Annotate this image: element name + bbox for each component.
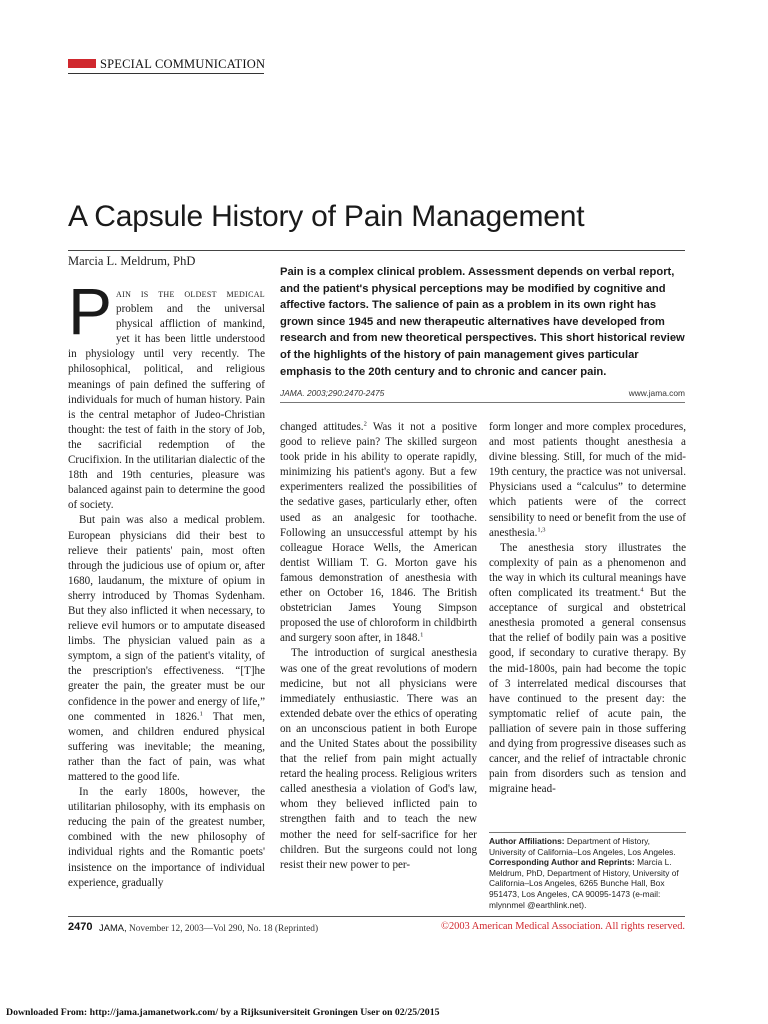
paragraph-text: The anesthesia story illustrates the complexity of pain as a phenomenon and the way in which its cultural meanings have often complicated its treatment. [489,541,686,600]
download-note: Downloaded From: http://jama.jamanetwork.com/ by a Rijksuniversiteit Groningen User on 02/25/2015 [6,1007,440,1018]
paragraph-text: form longer and more complex procedures, and most patients thought anesthesia a divine blessing. Still, for much of the mid-19th century, the practice was not universal. Physicians used a “calculus” to determine which patients were of the correct sensibility to need or benefit from the use of anesthesia. [489,421,686,539]
paragraph-text: But the acceptance of surgical and obstetrical anesthesia promoted a general consensus that the relief of bodily pain was a positive good, if secondary to curative therapy. By the mid-1800s, pain had become the topic of 3 interrelated medical discourses that have continued to the present day: the symptomatic relief of acute pain, the palliation of severe pain in those suffering and dying from progressive diseases such as cancer, and the relief of intractable chronic pain from disorders such as tension and migraine head- [489,587,686,796]
affiliations-rule [489,832,686,833]
page-number: 2470 [68,921,93,933]
footer-rule [68,916,685,917]
paragraph [68,513,265,785]
journal-name: JAMA, [99,922,127,933]
body-column-3 [489,420,686,797]
lead-in: ain is the oldest medical [116,288,265,300]
section-rule [68,73,264,74]
reference-marker[interactable]: 1 [420,631,424,639]
paragraph-text: Was it not a positive good to relieve pain? The skilled surgeon took pride in his ability to operate rapidly, minimizing his patient's agony. But a few experimenters realized the possibilities of the sedative gases, particularly ether, often used as an analgesic for toothache. Following an unsuccessful attempt by his colleague Horace Wells, the American dentist William T. G. Morton gave his famous demonstration of anesthesia with ether on October 16, 1846. The British obstetrician James Young Simpson proposed the use of chloroform in childbirth and surgery soon after, in 1848. [280,421,477,645]
paragraph [68,274,265,513]
affiliations-text: Department of History, University of California–Los Angeles, Los Angeles. [489,836,676,857]
corresponding-author-label: Corresponding Author and Reprints: [489,857,635,868]
issue-info: November 12, 2003—Vol 290, No. 18 (Reprinted) [126,924,319,934]
body-column-1 [68,274,265,891]
paragraph-text: The introduction of surgical anesthesia was one of the great revolutions of modern medicine, but not all physicians were immediately enthusiastic. There was an extended debate over the ethics of operating on an unconscious patient in both Europe and the United States about the possibility that the relief from pain might actually retard the healing process. Religious writers called anesthesia a violation of God's law, whom they believed inflicted pain to strengthen faith and to teach the new mother the need for self-sacrifice for her children. But the surgeons could not long resist their new power to per- [280,647,477,871]
paragraph [280,646,477,872]
journal-url[interactable]: www.jama.com [628,388,685,398]
article-title: A Capsule History of Pain Management [68,200,585,233]
section-label: SPECIAL COMMUNICATION [100,57,266,71]
journal-issue [99,922,318,934]
copyright-notice: ©2003 American Medical Association. All rights reserved. [441,921,685,932]
paragraph-text: But pain was also a medical problem. European physicians did their best to relieve their patients' pain, most often through the judicious use of opium or, after 1680, laudanum, the mixture of opium in sherry introduced by Thomas Sydenham. But they also inflicted it when necessary, to relieve evil humors or to amputate diseased limbs. The physician valued pain as a symptom, a sign of the patient's vitality, of the prescription's effectiveness. “[T]he greater the pain, the greater must be our confidence in the power and energy of life,” one commented in 1826. [68,514,265,723]
article-abstract: Pain is a complex clinical problem. Assessment depends on verbal report, and the patient's physical perceptions may be modified by cognitive and affective factors. The salience of pain as a problem in its own right has grown since 1945 and new therapeutic alternatives have developed from research and from new theoretical perspectives. This short historical review of the highlights of the history of pain management gives particular emphasis to the 20th century and to chronic and cancer pain. [280,266,685,378]
author-affiliations [489,836,687,910]
paragraph [489,541,686,798]
paragraph-text: In the early 1800s, however, the utilitarian philosophy, with its emphasis on reducing the pain of the greatest number, combined with the new philosophy of individual rights and the Romantic poets' insistence on the importance of individual experience, gradually [68,786,265,889]
paragraph-text: problem and the universal physical affliction of mankind, yet it has been little understood in physiology until very recently. The philosophical, political, and religious meanings of pain defined the suffering of individuals for much of human history. Pain is the central metaphor of Judeo-Christian thought: the test of faith in the story of Job, the sacrificial redemption of the Crucifixion. In the utilitarian dialectic of the 18th and 19th centuries, pleasure was balanced against pain to determine the good of society. [68,303,265,512]
reference-marker[interactable]: 1 [199,709,203,717]
article-author: Marcia L. Meldrum, PhD [68,254,196,268]
article-citation: JAMA. 2003;290:2470-2475 [280,388,385,398]
affiliations-label: Author Affiliations: [489,836,565,846]
corresponding-author-text: Marcia L. Meldrum, PhD, Department of History, University of California–Los Angeles, 6265 Bunche Hall, Box 951473, Los Angeles, CA 90095-1473 (e-mail: mlynnmel @earthlink.net). [489,857,679,910]
paragraph [68,785,265,891]
reference-marker[interactable]: 2 [363,420,367,428]
abstract-rule [280,402,685,403]
reference-marker[interactable]: 4 [640,586,644,594]
body-column-2 [280,420,477,873]
reference-marker[interactable]: 1,3 [537,525,546,533]
title-rule [68,250,685,251]
paragraph-text: changed attitudes. [280,421,364,433]
paragraph [489,420,686,541]
section-color-bar [68,59,96,68]
paragraph [280,420,477,646]
drop-cap: P [68,274,113,348]
paragraph-text: That men, women, and children endured physical suffering was inevitable; the meaning, rather than the fact of pain, was what mattered to the good life. [68,710,265,783]
